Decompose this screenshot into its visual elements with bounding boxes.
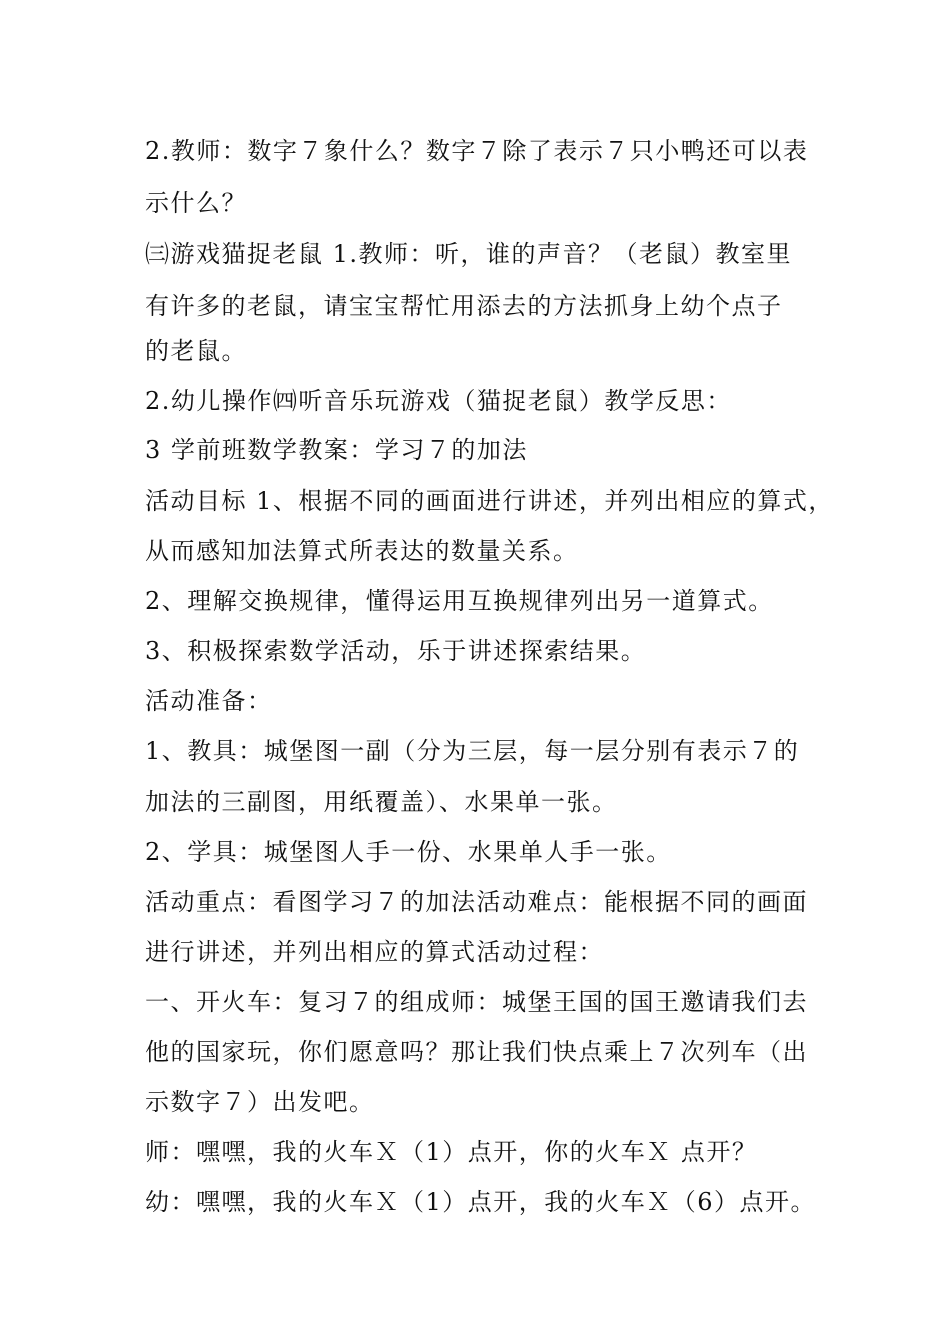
text-line: 他的国家玩，你们愿意吗？那让我们快点乘上７次列车（出	[145, 1038, 808, 1066]
text-line: 示数字７）出发吧。	[145, 1088, 375, 1116]
text-line: 活动准备：	[145, 687, 273, 715]
text-line: 师：嘿嘿，我的火车Ｘ（1）点开，你的火车Ｘ 点开？	[145, 1138, 758, 1166]
text-line: 3、积极探索数学活动，乐于讲述探索结果。	[145, 637, 647, 665]
text-line: 2.教师：数字７象什么？数字７除了表示７只小鸭还可以表	[145, 137, 809, 165]
text-line: 从而感知加法算式所表达的数量关系。	[145, 537, 579, 565]
text-line: 的老鼠。	[145, 337, 247, 365]
text-line: 2、学具：城堡图人手一份、水果单人手一张。	[145, 838, 672, 866]
text-line: 活动目标 1、根据不同的画面进行讲述，并列出相应的算式，	[145, 487, 834, 515]
text-line: 2、理解交换规律，懂得运用互换规律列出另一道算式。	[145, 587, 774, 615]
text-line: 活动重点：看图学习７的加法活动难点：能根据不同的画面	[145, 888, 808, 916]
text-line: 一、开火车：复习７的组成师：城堡王国的国王邀请我们去	[145, 988, 808, 1016]
text-line: ㈢游戏猫捉老鼠 1.教师：听，谁的声音？（老鼠）教室里	[145, 240, 793, 268]
text-line: 幼：嘿嘿，我的火车Ｘ（1）点开，我的火车Ｘ（6）点开。	[145, 1188, 817, 1216]
text-line: 加法的三副图，用纸覆盖）、水果单一张。	[145, 788, 618, 816]
text-line: 有许多的老鼠，请宝宝帮忙用添去的方法抓身上幼个点子	[145, 292, 783, 320]
text-line: 1、教具：城堡图一副（分为三层，每一层分别有表示７的	[145, 737, 800, 765]
text-line: 进行讲述，并列出相应的算式活动过程：	[145, 938, 604, 966]
text-line: 示什么？	[145, 189, 247, 217]
text-line: 3 学前班数学教案：学习７的加法	[145, 436, 528, 464]
text-line: 2.幼儿操作㈣听音乐玩游戏（猫捉老鼠）教学反思：	[145, 387, 732, 415]
